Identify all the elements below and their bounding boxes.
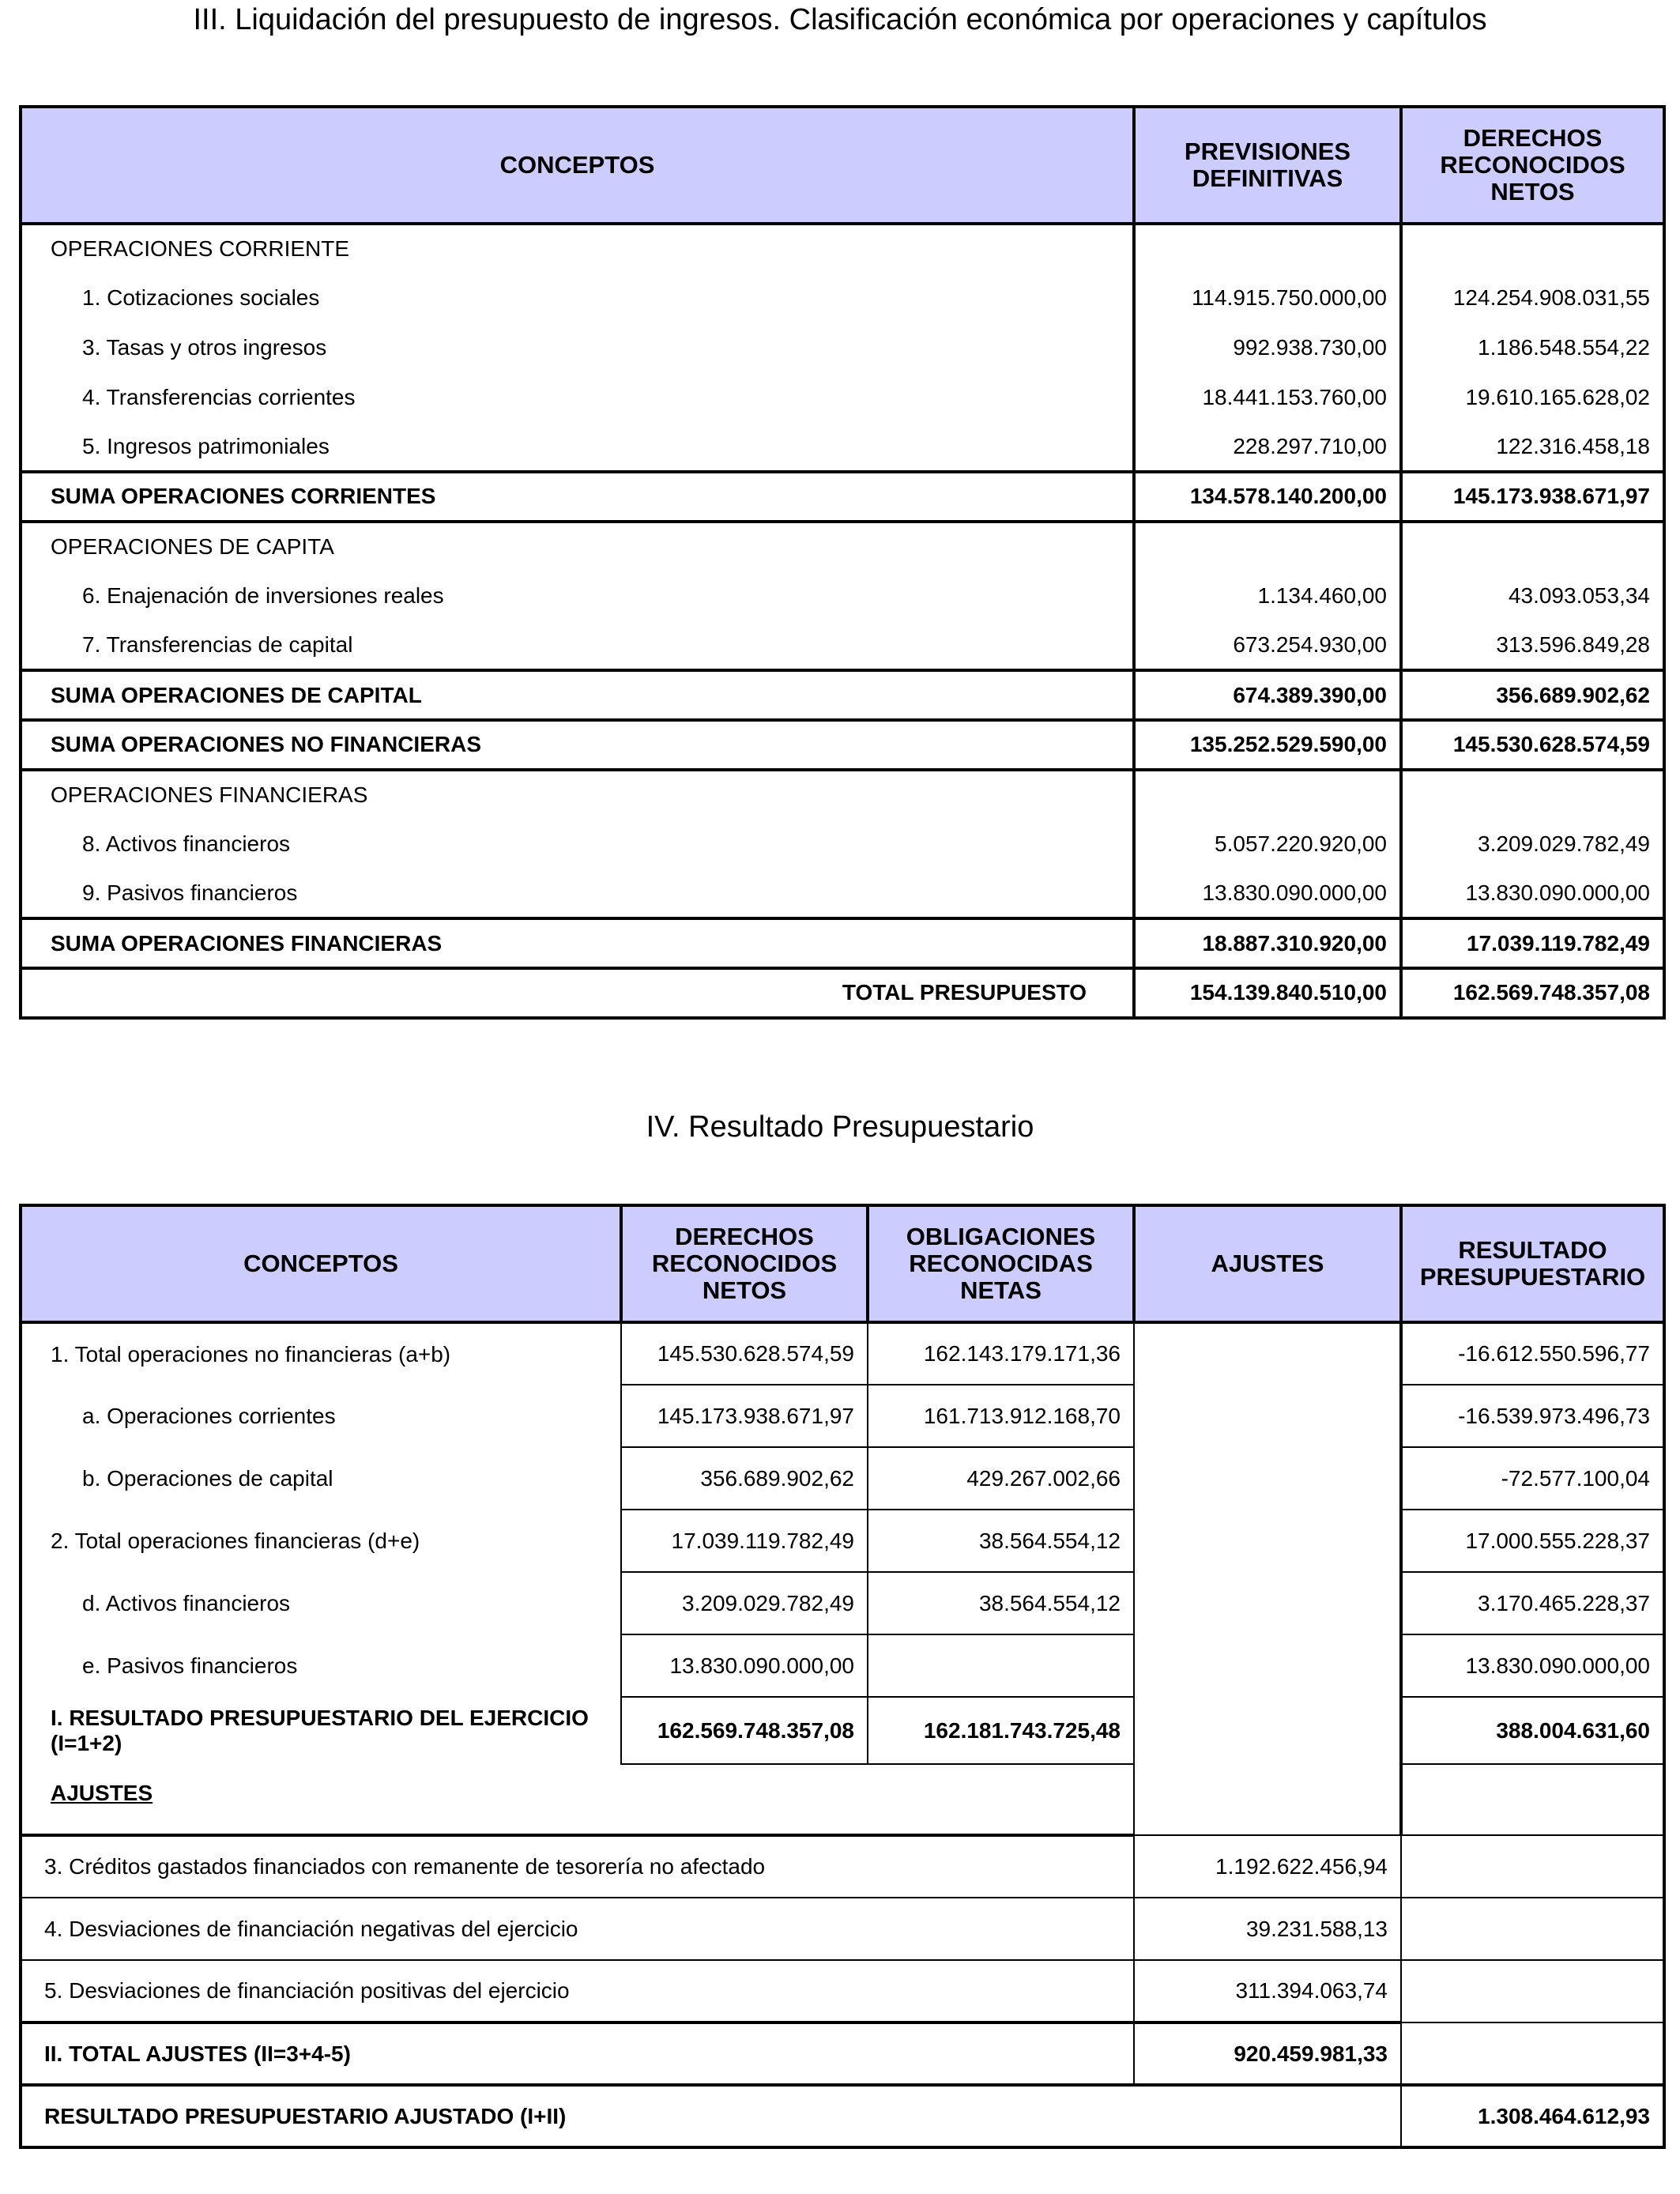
total-ajustes-row bbox=[21, 2022, 1664, 2085]
table-row bbox=[21, 620, 1664, 670]
header-conceptos: CONCEPTOS bbox=[21, 107, 1134, 224]
table-row bbox=[21, 1322, 1664, 1385]
ajustes-row bbox=[21, 1960, 1664, 2022]
ajustes-concepto: 3. Créditos gastados financiados con remanente de tesorería no afectado bbox=[21, 1835, 1134, 1898]
row-concepto: 2. Total operaciones financieras (d+e) bbox=[21, 1510, 621, 1572]
row-derechos: 145.530.628.574,59 bbox=[1401, 720, 1664, 770]
resultado-ejercicio-obligaciones: 162.181.743.725,48 bbox=[868, 1697, 1134, 1764]
row-concepto: OPERACIONES CORRIENTE bbox=[21, 224, 1134, 273]
table-row bbox=[21, 323, 1664, 373]
table-row bbox=[21, 571, 1664, 621]
row-concepto: 3. Tasas y otros ingresos bbox=[21, 323, 1134, 373]
row-resultado: -16.539.973.496,73 bbox=[1401, 1385, 1664, 1447]
table-row bbox=[21, 422, 1664, 472]
row-concepto: 7. Transferencias de capital bbox=[21, 620, 1134, 670]
row-concepto: 6. Enajenación de inversiones reales bbox=[21, 571, 1134, 621]
row-derechos: 17.039.119.782,49 bbox=[1401, 918, 1664, 968]
row-previsiones: 154.139.840.510,00 bbox=[1134, 968, 1401, 1018]
table-row bbox=[21, 224, 1664, 273]
row-previsiones: 992.938.730,00 bbox=[1134, 323, 1401, 373]
header4-obligaciones: OBLIGACIONES RECONOCIDAS NETAS bbox=[868, 1205, 1134, 1322]
row-previsiones: 13.830.090.000,00 bbox=[1134, 869, 1401, 918]
resultado-ajustado-label: RESULTADO PRESUPUESTARIO AJUSTADO (I+II) bbox=[21, 2085, 1401, 2147]
row-resultado: 3.170.465.228,37 bbox=[1401, 1572, 1664, 1634]
row-resultado: -72.577.100,04 bbox=[1401, 1447, 1664, 1510]
row-derechos: 43.093.053,34 bbox=[1401, 571, 1664, 621]
table-row bbox=[21, 1634, 1664, 1697]
total-ajustes-label: II. TOTAL AJUSTES (II=3+4-5) bbox=[21, 2022, 1134, 2085]
row-obligaciones: 429.267.002,66 bbox=[868, 1447, 1134, 1510]
row-derechos: 145.173.938.671,97 bbox=[1401, 472, 1664, 522]
table-row bbox=[21, 869, 1664, 918]
header4-resultado: RESULTADO PRESUPUESTARIO bbox=[1401, 1205, 1664, 1322]
resultado-ajustado-row bbox=[21, 2085, 1664, 2147]
ajustes-valor: 1.192.622.456,94 bbox=[1134, 1835, 1401, 1898]
header4-ajustes: AJUSTES bbox=[1134, 1205, 1401, 1322]
row-concepto: d. Activos financieros bbox=[21, 1572, 621, 1634]
table-row bbox=[21, 1385, 1664, 1447]
row-obligaciones: 161.713.912.168,70 bbox=[868, 1385, 1134, 1447]
row-concepto: SUMA OPERACIONES NO FINANCIERAS bbox=[21, 720, 1134, 770]
ajustes-resultado-empty bbox=[1401, 1960, 1664, 2022]
row-resultado: -16.612.550.596,77 bbox=[1401, 1322, 1664, 1385]
row-previsiones bbox=[1134, 770, 1401, 820]
row-derechos bbox=[1401, 224, 1664, 273]
row-derechos: 356.689.902,62 bbox=[621, 1447, 868, 1510]
table-row bbox=[21, 820, 1664, 869]
row-derechos: 13.830.090.000,00 bbox=[1401, 869, 1664, 918]
row-derechos: 313.596.849,28 bbox=[1401, 620, 1664, 670]
ajustes-valor: 39.231.588,13 bbox=[1134, 1898, 1401, 1960]
row-obligaciones bbox=[868, 1634, 1134, 1697]
row-concepto: TOTAL PRESUPUESTO bbox=[21, 968, 1134, 1018]
row-concepto: OPERACIONES FINANCIERAS bbox=[21, 770, 1134, 820]
header-previsiones: PREVISIONES DEFINITIVAS bbox=[1134, 107, 1401, 224]
row-derechos: 17.039.119.782,49 bbox=[621, 1510, 868, 1572]
ajustes-row bbox=[21, 1835, 1664, 1898]
row-previsiones: 135.252.529.590,00 bbox=[1134, 720, 1401, 770]
table-row bbox=[21, 273, 1664, 323]
row-derechos: 356.689.902,62 bbox=[1401, 670, 1664, 720]
row-derechos: 13.830.090.000,00 bbox=[621, 1634, 868, 1697]
row-obligaciones: 162.143.179.171,36 bbox=[868, 1322, 1134, 1385]
table-row bbox=[21, 770, 1664, 820]
row-previsiones: 674.389.390,00 bbox=[1134, 670, 1401, 720]
row-obligaciones: 38.564.554,12 bbox=[868, 1572, 1134, 1634]
row-concepto: OPERACIONES DE CAPITA bbox=[21, 522, 1134, 571]
section3-title: III. Liquidación del presupuesto de ingresos. Clasificación económica por operaciones y capítulos bbox=[193, 3, 1487, 36]
ajustes-concepto: 4. Desviaciones de financiación negativas del ejercicio bbox=[21, 1898, 1134, 1960]
row-previsiones bbox=[1134, 522, 1401, 571]
row-concepto: SUMA OPERACIONES FINANCIERAS bbox=[21, 918, 1134, 968]
table-row bbox=[21, 372, 1664, 422]
row-concepto: 5. Ingresos patrimoniales bbox=[21, 422, 1134, 472]
row-previsiones: 673.254.930,00 bbox=[1134, 620, 1401, 670]
row-resultado: 13.830.090.000,00 bbox=[1401, 1634, 1664, 1697]
row-previsiones: 5.057.220.920,00 bbox=[1134, 820, 1401, 869]
table-row bbox=[21, 918, 1664, 968]
row-derechos bbox=[1401, 770, 1664, 820]
table-row bbox=[21, 472, 1664, 522]
ajustes-row bbox=[21, 1898, 1664, 1960]
row-previsiones: 1.134.460,00 bbox=[1134, 571, 1401, 621]
table-row bbox=[21, 522, 1664, 571]
ajustes-heading: AJUSTES bbox=[51, 1781, 153, 1805]
row-obligaciones: 38.564.554,12 bbox=[868, 1510, 1134, 1572]
header4-derechos: DERECHOS RECONOCIDOS NETOS bbox=[621, 1205, 868, 1322]
section4-title: IV. Resultado Presupuestario bbox=[646, 1110, 1034, 1144]
row-concepto: 1. Cotizaciones sociales bbox=[21, 273, 1134, 323]
resultado-ejercicio-resultado: 388.004.631,60 bbox=[1401, 1697, 1664, 1764]
row-derechos: 3.209.029.782,49 bbox=[1401, 820, 1664, 869]
resultado-table bbox=[19, 1204, 1666, 2149]
row-derechos: 19.610.165.628,02 bbox=[1401, 372, 1664, 422]
row-previsiones bbox=[1134, 224, 1401, 273]
ingresos-table bbox=[19, 105, 1666, 1020]
row-concepto: SUMA OPERACIONES CORRIENTES bbox=[21, 472, 1134, 522]
ajustes-resultado-empty bbox=[1401, 1835, 1664, 1898]
row-resultado: 17.000.555.228,37 bbox=[1401, 1510, 1664, 1572]
row-previsiones: 134.578.140.200,00 bbox=[1134, 472, 1401, 522]
ajustes-label bbox=[21, 1764, 1134, 1835]
row-derechos bbox=[1401, 522, 1664, 571]
row-concepto: 8. Activos financieros bbox=[21, 820, 1134, 869]
row-derechos: 145.530.628.574,59 bbox=[621, 1322, 868, 1385]
ajustes-label-empty bbox=[1401, 1764, 1664, 1835]
header-derechos: DERECHOS RECONOCIDOS NETOS bbox=[1401, 107, 1664, 224]
resultado-ejercicio-label: I. RESULTADO PRESUPUESTARIO DEL EJERCICIO (I=1+2) bbox=[21, 1697, 621, 1764]
row-derechos: 124.254.908.031,55 bbox=[1401, 273, 1664, 323]
row-previsiones: 18.441.153.760,00 bbox=[1134, 372, 1401, 422]
ajustes-empty bbox=[1134, 1322, 1401, 1835]
resultado-ajustado-valor: 1.308.464.612,93 bbox=[1401, 2085, 1664, 2147]
ajustes-concepto: 5. Desviaciones de financiación positivas del ejercicio bbox=[21, 1960, 1134, 2022]
row-derechos: 145.173.938.671,97 bbox=[621, 1385, 868, 1447]
ajustes-valor: 311.394.063,74 bbox=[1134, 1960, 1401, 2022]
row-concepto: 4. Transferencias corrientes bbox=[21, 372, 1134, 422]
row-previsiones: 114.915.750.000,00 bbox=[1134, 273, 1401, 323]
table-row bbox=[21, 968, 1664, 1018]
ajustes-label-row bbox=[21, 1764, 1664, 1835]
table-row bbox=[21, 720, 1664, 770]
total-ajustes-resultado-empty bbox=[1401, 2022, 1664, 2085]
row-concepto: b. Operaciones de capital bbox=[21, 1447, 621, 1510]
resultado-ejercicio-derechos: 162.569.748.357,08 bbox=[621, 1697, 868, 1764]
row-concepto: 9. Pasivos financieros bbox=[21, 869, 1134, 918]
header4-conceptos: CONCEPTOS bbox=[21, 1205, 621, 1322]
row-concepto: SUMA OPERACIONES DE CAPITAL bbox=[21, 670, 1134, 720]
table-row bbox=[21, 1447, 1664, 1510]
row-previsiones: 228.297.710,00 bbox=[1134, 422, 1401, 472]
row-concepto: e. Pasivos financieros bbox=[21, 1634, 621, 1697]
row-previsiones: 18.887.310.920,00 bbox=[1134, 918, 1401, 968]
row-concepto: 1. Total operaciones no financieras (a+b) bbox=[21, 1322, 621, 1385]
table-row bbox=[21, 1572, 1664, 1634]
row-concepto: a. Operaciones corrientes bbox=[21, 1385, 621, 1447]
row-derechos: 1.186.548.554,22 bbox=[1401, 323, 1664, 373]
row-derechos: 162.569.748.357,08 bbox=[1401, 968, 1664, 1018]
row-derechos: 122.316.458,18 bbox=[1401, 422, 1664, 472]
resultado-ejercicio-row bbox=[21, 1697, 1664, 1764]
total-ajustes-valor: 920.459.981,33 bbox=[1134, 2022, 1401, 2085]
table-row bbox=[21, 1510, 1664, 1572]
row-derechos: 3.209.029.782,49 bbox=[621, 1572, 868, 1634]
table-row bbox=[21, 670, 1664, 720]
ajustes-resultado-empty bbox=[1401, 1898, 1664, 1960]
